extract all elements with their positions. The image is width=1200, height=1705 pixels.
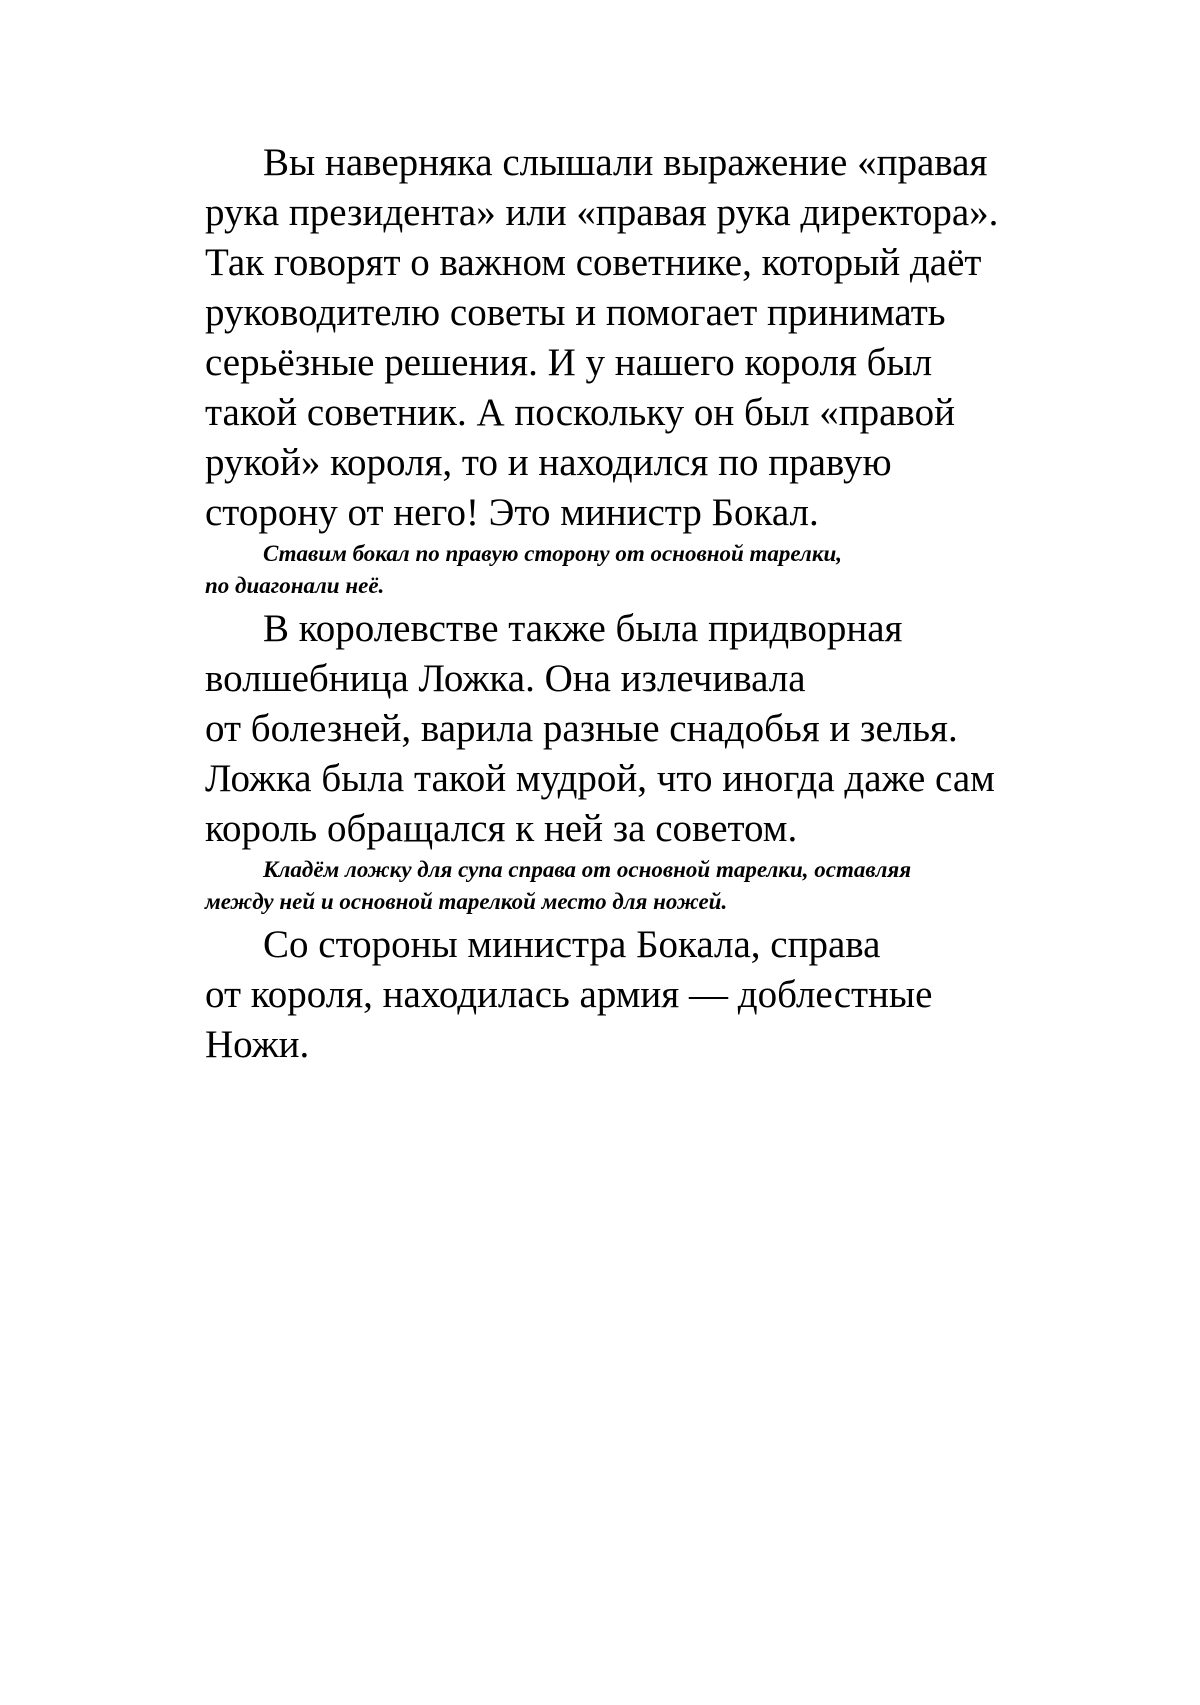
paragraph-knives: Со стороны министра Бокала, справа от короля, находилась армия — доблестные Ножи. <box>205 923 933 1066</box>
paragraph-spoon: В королевстве также была придворная волшебница Ложка. Она излечивала от болезней, варила разные снадобья и зелья. Ложка была такой мудрой, что иногда даже сам король обращался к ней за советом. <box>205 607 995 850</box>
instruction-note-glass: Ставим бокал по правую сторону от основной тарелки, по диагонали неё. <box>205 541 843 598</box>
paragraph-advisor: Вы наверняка слышали выражение «правая рука президента» или «правая рука директора». Так говорят о важном советнике, который даёт руководителю советы и помогает принимать серьёзные решения. И у нашего короля был такой советник. А поскольку он был «правой рукой» короля, то и находился по правую сторону от него! Это министр Бокал. <box>205 141 999 534</box>
instruction-note-spoon: Кладём ложку для супа справа от основной тарелки, оставляя между ней и основной тарелкой место для ножей. <box>205 857 912 914</box>
text-body <box>205 138 1095 1070</box>
